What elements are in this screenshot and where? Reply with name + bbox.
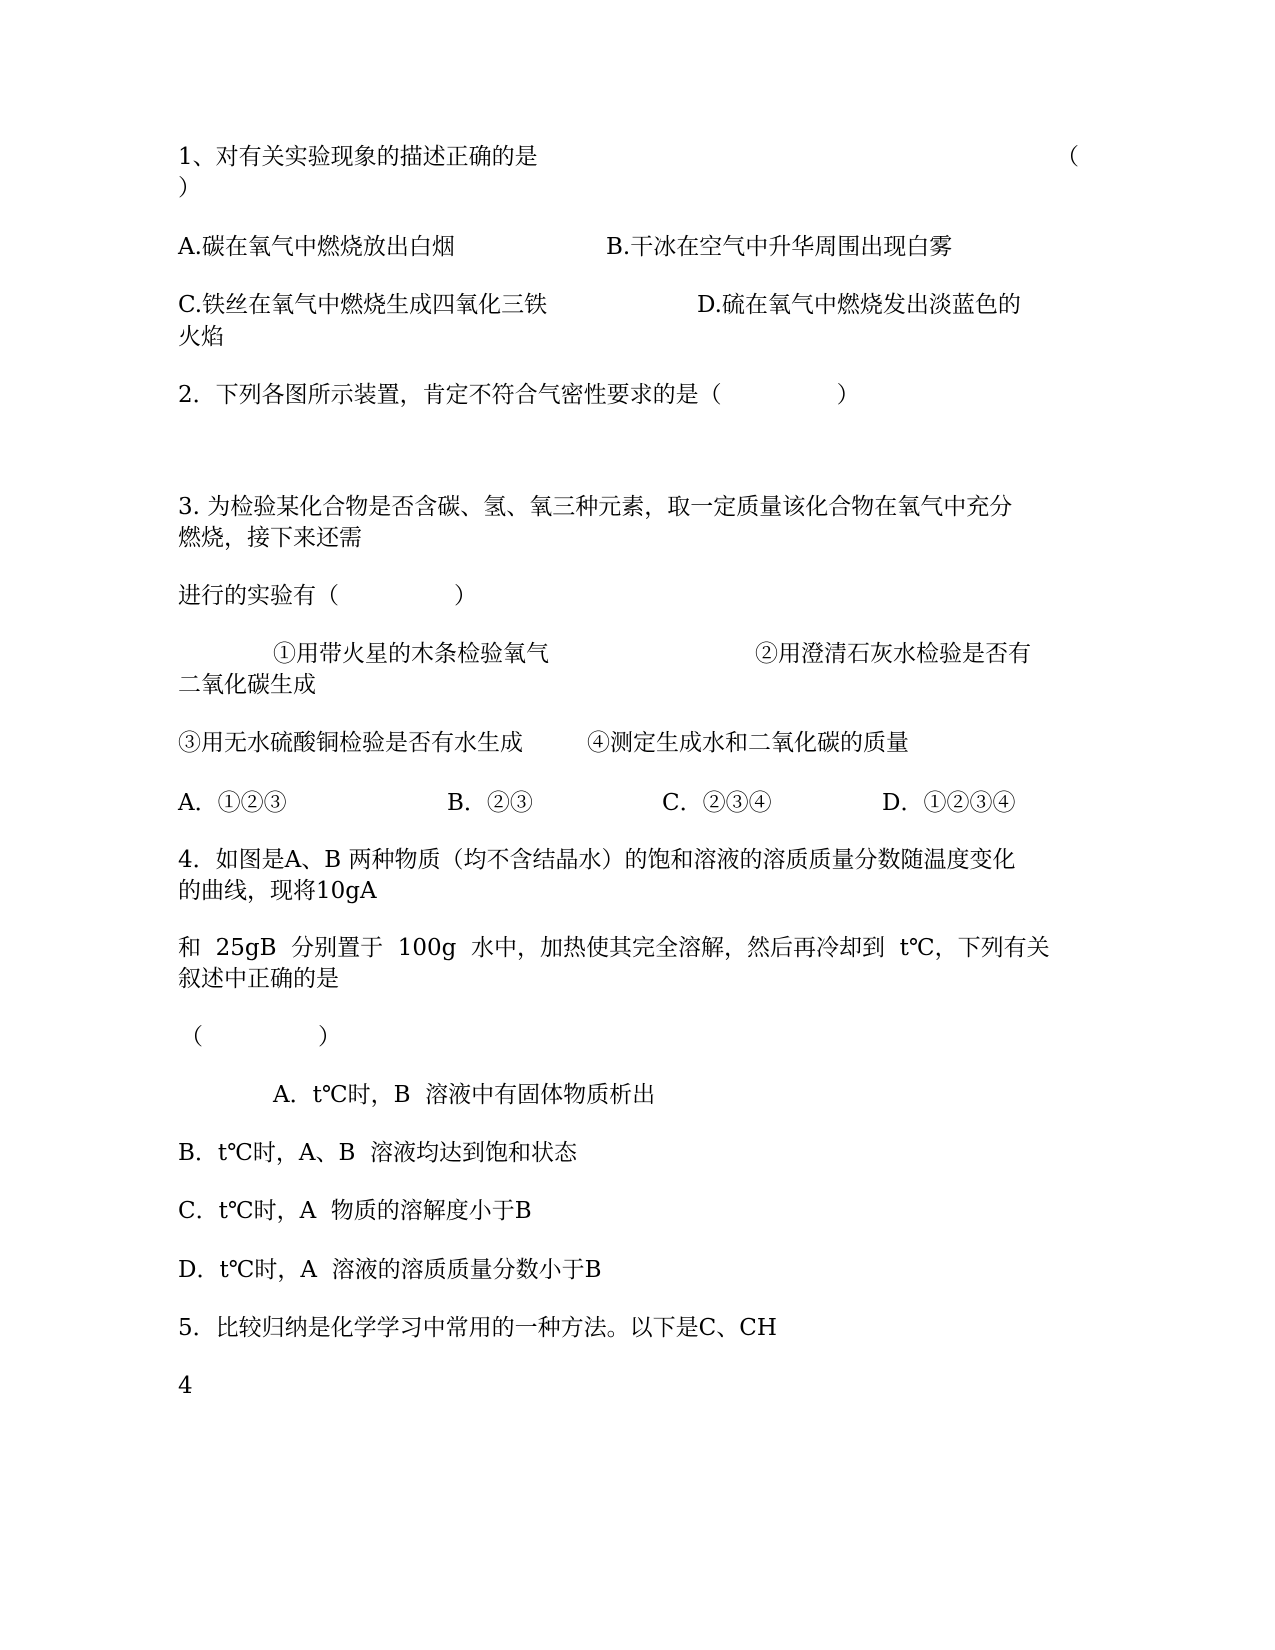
q4-stem-line3: 和 25gB 分别置于 100g 水中，加热使其完全溶解，然后再冷却到 t℃，下列有关	[178, 935, 1050, 961]
q1-option-c: C.铁丝在氧气中燃烧生成四氧化三铁	[178, 292, 548, 318]
q3-stem-line3: 进行的实验有（ ）	[178, 583, 477, 609]
q1-paren-open: （	[1056, 144, 1079, 170]
q3-item-2: ②用澄清石灰水检验是否有	[755, 641, 1031, 667]
q5-stem: 5．比较归纳是化学学习中常用的一种方法。以下是C、CH	[178, 1315, 777, 1341]
q1-paren-close: ）	[178, 175, 201, 201]
q1-option-a: A.碳在氧气中燃烧放出白烟	[178, 234, 455, 260]
q4-answer-paren: （ ）	[180, 1024, 341, 1050]
q3-item-1: ①用带火星的木条检验氧气	[273, 641, 549, 667]
q3-stem-line1: 3. 为检验某化合物是否含碳、氢、氧三种元素，取一定质量该化合物在氧气中充分	[178, 494, 1013, 520]
q4-stem-line2: 的曲线，现将10gA	[178, 878, 377, 904]
q4-option-b: B．t℃时，A、B 溶液均达到饱和状态	[178, 1140, 578, 1166]
q4-option-d: D．t℃时，A 溶液的溶质质量分数小于B	[178, 1257, 602, 1283]
q3-item-2-cont: 二氧化碳生成	[178, 672, 316, 698]
q4-option-a: A．t℃时，B 溶液中有固体物质析出	[273, 1082, 656, 1108]
q3-stem-line2: 燃烧，接下来还需	[178, 525, 362, 551]
q1-option-d-cont: 火焰	[178, 324, 224, 350]
q2-stem: 2．下列各图所示装置，肯定不符合气密性要求的是（ ）	[178, 382, 860, 408]
q3-option-d: D．①②③④	[882, 790, 1016, 816]
q3-option-c: C．②③④	[662, 790, 772, 816]
q3-option-b: B．②③	[447, 790, 533, 816]
q5-subscript: 4	[178, 1373, 193, 1399]
q3-item-4: ④测定生成水和二氧化碳的质量	[587, 730, 909, 756]
q4-option-c: C．t℃时，A 物质的溶解度小于B	[178, 1198, 532, 1224]
q1-option-b: B.干冰在空气中升华周围出现白雾	[606, 234, 953, 260]
q1-option-d: D.硫在氧气中燃烧发出淡蓝色的	[697, 292, 1021, 318]
q3-item-3: ③用无水硫酸铜检验是否有水生成	[178, 730, 523, 756]
q3-option-a: A．①②③	[178, 790, 287, 816]
q4-stem-line4: 叙述中正确的是	[178, 966, 339, 992]
q4-stem-line1: 4．如图是A、B 两种物质（均不含结晶水）的饱和溶液的溶质质量分数随温度变化	[178, 847, 1016, 873]
q1-stem: 1、对有关实验现象的描述正确的是	[178, 144, 538, 170]
